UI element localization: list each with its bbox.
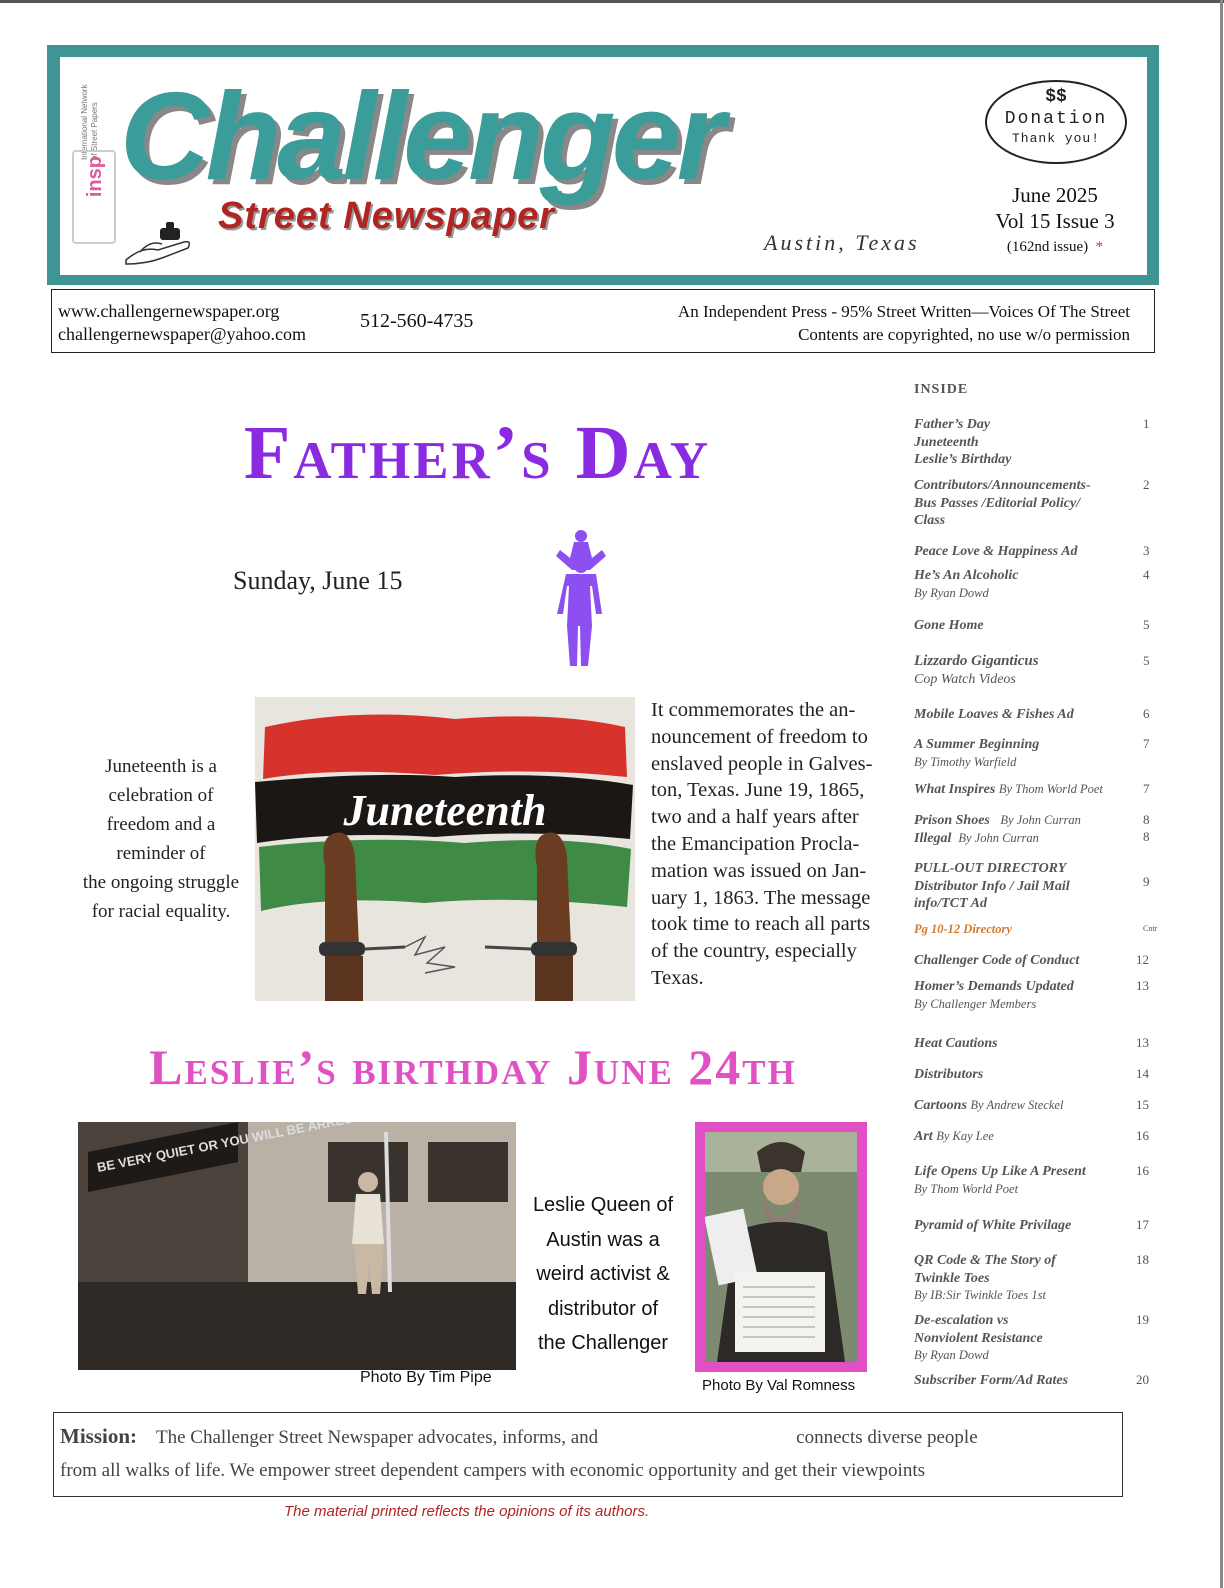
phone-number: 512-560-4735 (360, 310, 474, 332)
toc-title: Mobile Loaves & Fishes Ad (914, 707, 1074, 722)
right-border (1220, 0, 1223, 1588)
toc-page: 4 (1143, 567, 1150, 582)
toc-page: 17 (1136, 1217, 1149, 1232)
toc-page: 15 (1136, 1097, 1149, 1112)
toc-item[interactable] (914, 812, 1154, 847)
newspaper-title: Challenger (120, 68, 721, 206)
toc-item[interactable] (914, 736, 1154, 771)
juneteenth-body-line: nouncement of freedom to (651, 725, 868, 748)
juneteenth-body (651, 697, 903, 992)
toc-page: Cntr (1143, 924, 1158, 933)
toc-byline: By Kay Lee (936, 1129, 994, 1143)
toc-byline: By Andrew Steckel (970, 1098, 1064, 1112)
toc-page: 13 (1136, 1035, 1149, 1050)
toc-title: Contributors/Announcements- (914, 478, 1091, 493)
toc-byline: By Thom World Poet (998, 782, 1103, 796)
mission-text-a: The Challenger Street Newspaper advocates, informs, and (156, 1427, 599, 1448)
toc-page: 19 (1136, 1312, 1149, 1327)
toc-page: 16 (1136, 1163, 1149, 1178)
insp-logo-text: insp (84, 156, 106, 198)
copyright: Contents are copyrighted, no use w/o permission (798, 325, 1130, 344)
toc-title: Gone Home (914, 618, 984, 633)
toc-item[interactable] (914, 416, 1154, 469)
juneteenth-body-line: the Emancipation Procla- (651, 832, 860, 855)
disclaimer: The material printed reflects the opinions of its authors. (284, 1503, 650, 1520)
toc-title: Cartoons (914, 1098, 967, 1113)
toc-page: 20 (1136, 1372, 1149, 1387)
juneteenth-body-line: took time to reach all parts (651, 913, 871, 936)
toc-item[interactable] (914, 653, 1154, 688)
toc-page: 13 (1136, 978, 1149, 993)
juneteenth-body-line: Texas. (651, 966, 704, 989)
leslie-line: the Challenger (537, 1332, 669, 1354)
issue-number-line (985, 234, 1125, 260)
toc-page: 5 (1143, 653, 1150, 668)
father-child-silhouette-icon (540, 528, 622, 668)
toc-page: 5 (1143, 617, 1150, 632)
leslie-portrait (705, 1132, 857, 1362)
toc-item[interactable] (914, 1312, 1154, 1364)
issue-number: (162nd issue) (1006, 239, 1089, 255)
tagline: An Independent Press - 95% Street Written—Voices Of The Street (677, 302, 1130, 321)
toc-item[interactable] (914, 978, 1154, 1013)
toc-byline: By Thom World Poet (914, 1181, 1019, 1196)
issue-star: * (1095, 239, 1104, 255)
photo2-inner (705, 1132, 857, 1362)
donation-badge (985, 80, 1127, 164)
inside-heading: INSIDE (914, 382, 969, 397)
leslie-line: distributor of (547, 1297, 659, 1320)
toc-item[interactable] (914, 1097, 1154, 1115)
mission-text-b: connects diverse people (796, 1427, 978, 1448)
juneteenth-intro-line: for racial equality. (91, 901, 231, 922)
toc-page: 16 (1136, 1128, 1149, 1143)
juneteenth-intro-line: the ongoing struggle (82, 872, 240, 893)
juneteenth-intro (70, 752, 252, 926)
toc-page: 18 (1136, 1252, 1149, 1267)
juneteenth-body-line: uary 1, 1863. The message (651, 886, 871, 909)
juneteenth-illustration (255, 697, 635, 1001)
toc-page: 7 (1143, 736, 1150, 751)
juneteenth-body-line: two and a half years after (651, 806, 859, 829)
toc-byline: By Ryan Dowd (914, 585, 989, 600)
leslie-description (518, 1188, 688, 1361)
toc-item[interactable] (914, 543, 1154, 561)
toc-title: Illegal (914, 830, 952, 846)
toc-title: Father’s Day (914, 417, 991, 432)
toc-title: Juneteenth (914, 434, 979, 450)
toc-page: 7 (1143, 781, 1150, 796)
juneteenth-intro-line: Juneteenth is a (105, 756, 217, 777)
toc-title: Art (914, 1129, 933, 1144)
juneteenth-image (255, 697, 635, 1001)
toc-item[interactable] (914, 1252, 1154, 1304)
toc-title: Lizzardo Giganticus (914, 653, 1039, 669)
leslie-line: weird activist & (536, 1263, 670, 1285)
toc-item[interactable] (914, 1035, 1154, 1053)
toc-byline: By Timothy Warfield (914, 754, 1017, 769)
contact-block (58, 300, 306, 346)
toc-title: info/TCT Ad (914, 896, 987, 911)
toc-title: Prison Shoes (914, 813, 990, 828)
toc-title: Nonviolent Resistance (914, 1330, 1043, 1346)
issue-volume: Vol 15 Issue 3 (995, 209, 1115, 233)
mission-label: Mission (60, 1424, 131, 1448)
issue-info (985, 182, 1125, 260)
hands-icon (122, 216, 202, 266)
leslie-line: Austin was a (546, 1228, 660, 1251)
toc-title-line (914, 1128, 1126, 1146)
toc-page: 1 (1143, 416, 1150, 431)
email-link[interactable]: challengernewspaper@yahoo.com (58, 324, 306, 344)
toc-title: Bus Passes /Editorial Policy/ (914, 495, 1081, 511)
toc-title-line (914, 830, 1126, 848)
toc-title: Pg 10-12 Directory (914, 922, 1012, 936)
mission-line-1: Mission: The Challenger Street Newspaper advocates, informs, and connects diverse people (60, 1424, 978, 1448)
press-info (560, 300, 1130, 346)
toc-item[interactable] (914, 617, 1154, 635)
fathers-day-date: Sunday, June 15 (233, 566, 403, 595)
toc-item[interactable] (914, 1163, 1154, 1198)
toc-title-line (914, 1097, 1126, 1115)
toc-page: 14 (1136, 1066, 1149, 1081)
leslie-photo-val-romness (695, 1122, 867, 1372)
mission-statement (60, 1420, 1110, 1487)
website-link[interactable]: www.challengernewspaper.org (58, 301, 280, 321)
toc-item[interactable] (914, 1066, 1154, 1084)
leslie-photo-tim-pipe (78, 1122, 516, 1370)
toc-byline: By IB:Sir Twinkle Toes 1st (914, 1288, 1046, 1302)
toc-item[interactable] (914, 860, 1154, 913)
leslie-line: Leslie Queen of (532, 1194, 674, 1216)
toc-byline: By Ryan Dowd (914, 1348, 989, 1362)
leslie-photo-scene (78, 1122, 516, 1370)
toc-title: PULL-OUT DIRECTORY (914, 861, 1067, 876)
juneteenth-body-line: mation was issued on Jan- (651, 859, 867, 882)
toc-item[interactable] (914, 1217, 1154, 1235)
toc-title: De-escalation vs (914, 1313, 1009, 1328)
fathers-day-headline: Father’s Day (243, 411, 712, 495)
juneteenth-intro-line: reminder of (116, 843, 206, 864)
top-border (0, 0, 1224, 3)
toc-byline: By Challenger Members (914, 996, 1037, 1011)
toc-item[interactable] (914, 567, 1154, 602)
photo-banner-text: BE VERY QUIET OR YOU WILL BE (95, 1122, 306, 1175)
toc-page: 8 (1143, 829, 1150, 844)
insp-caption: International Network of Street Papers (80, 84, 99, 160)
toc-title: Life Opens Up Like A Present (914, 1164, 1086, 1179)
juneteenth-body-line: ton, Texas. June 19, 1865, (651, 779, 865, 802)
photo2-caption: Photo By Val Romness (702, 1377, 856, 1394)
toc-page: 6 (1143, 706, 1150, 721)
photo1-caption: Photo By Tim Pipe (360, 1369, 492, 1386)
toc-title: What Inspires (914, 782, 996, 797)
toc-byline: Cop Watch Videos (914, 671, 1016, 687)
donation-label: Donation (1004, 109, 1108, 129)
toc-item[interactable] (914, 781, 1154, 799)
toc-title: Twinkle Toes (914, 1270, 990, 1286)
juneteenth-intro-line: celebration of (108, 785, 214, 806)
juneteenth-image-text: Juneteenth (343, 786, 547, 835)
toc-page: 12 (1136, 952, 1149, 967)
toc-item[interactable] (914, 1128, 1154, 1146)
toc-title: Subscriber Form/Ad Rates (914, 1373, 1069, 1388)
toc-page: 2 (1143, 477, 1150, 492)
toc-title-line (914, 781, 1126, 799)
juneteenth-intro-line: freedom and a (106, 814, 216, 835)
toc-item-directory[interactable] (914, 921, 1158, 939)
toc-item[interactable] (914, 706, 1154, 724)
issue-date: June 2025 (1012, 183, 1098, 207)
toc-title: Homer’s Demands Updated (914, 979, 1074, 994)
toc-item[interactable] (914, 952, 1154, 970)
toc-title: Heat Cautions (914, 1036, 998, 1051)
toc-title: He’s An Alcoholic (914, 568, 1019, 583)
donation-symbol: $$ (1045, 87, 1067, 107)
toc-byline: By John Curran (1000, 813, 1081, 827)
toc-title: QR Code & The Story of (914, 1253, 1056, 1268)
toc-title: A Summer Beginning (914, 737, 1040, 752)
toc-title-line (914, 812, 1126, 830)
juneteenth-body-line: of the country, especially (651, 940, 857, 963)
toc-title: Challenger Code of Conduct (914, 953, 1080, 968)
toc-page: 3 (1143, 543, 1150, 558)
toc-title: Distributors (914, 1067, 984, 1082)
toc-title: Peace Love & Happiness Ad (914, 544, 1078, 559)
mission-text-2: from all walks of life. We empower street dependent campers with economic opportunity and get their viewpoints (60, 1460, 926, 1481)
leslie-headline: Leslie’s birthday June 24th (149, 1039, 797, 1095)
toc-title: Distributor Info / Jail Mail (914, 878, 1070, 894)
toc-page: 8 (1143, 812, 1150, 827)
toc-page: 9 (1143, 874, 1150, 889)
toc-byline: By John Curran (958, 830, 1039, 845)
toc-item[interactable] (914, 477, 1154, 530)
donation-thanks: Thank you! (1011, 131, 1100, 146)
juneteenth-body-line: enslaved people in Galves- (651, 752, 873, 775)
juneteenth-body-line: It commemorates the an- (651, 699, 856, 721)
toc-item[interactable] (914, 1372, 1154, 1390)
newspaper-subtitle: Street Newspaper (218, 195, 556, 237)
insp-logo (72, 150, 116, 244)
toc-title: Class (914, 513, 946, 528)
city: Austin, Texas (764, 230, 920, 255)
toc-title: Pyramid of White Privilage (914, 1218, 1072, 1233)
toc-title: Leslie’s Birthday (914, 452, 1012, 467)
